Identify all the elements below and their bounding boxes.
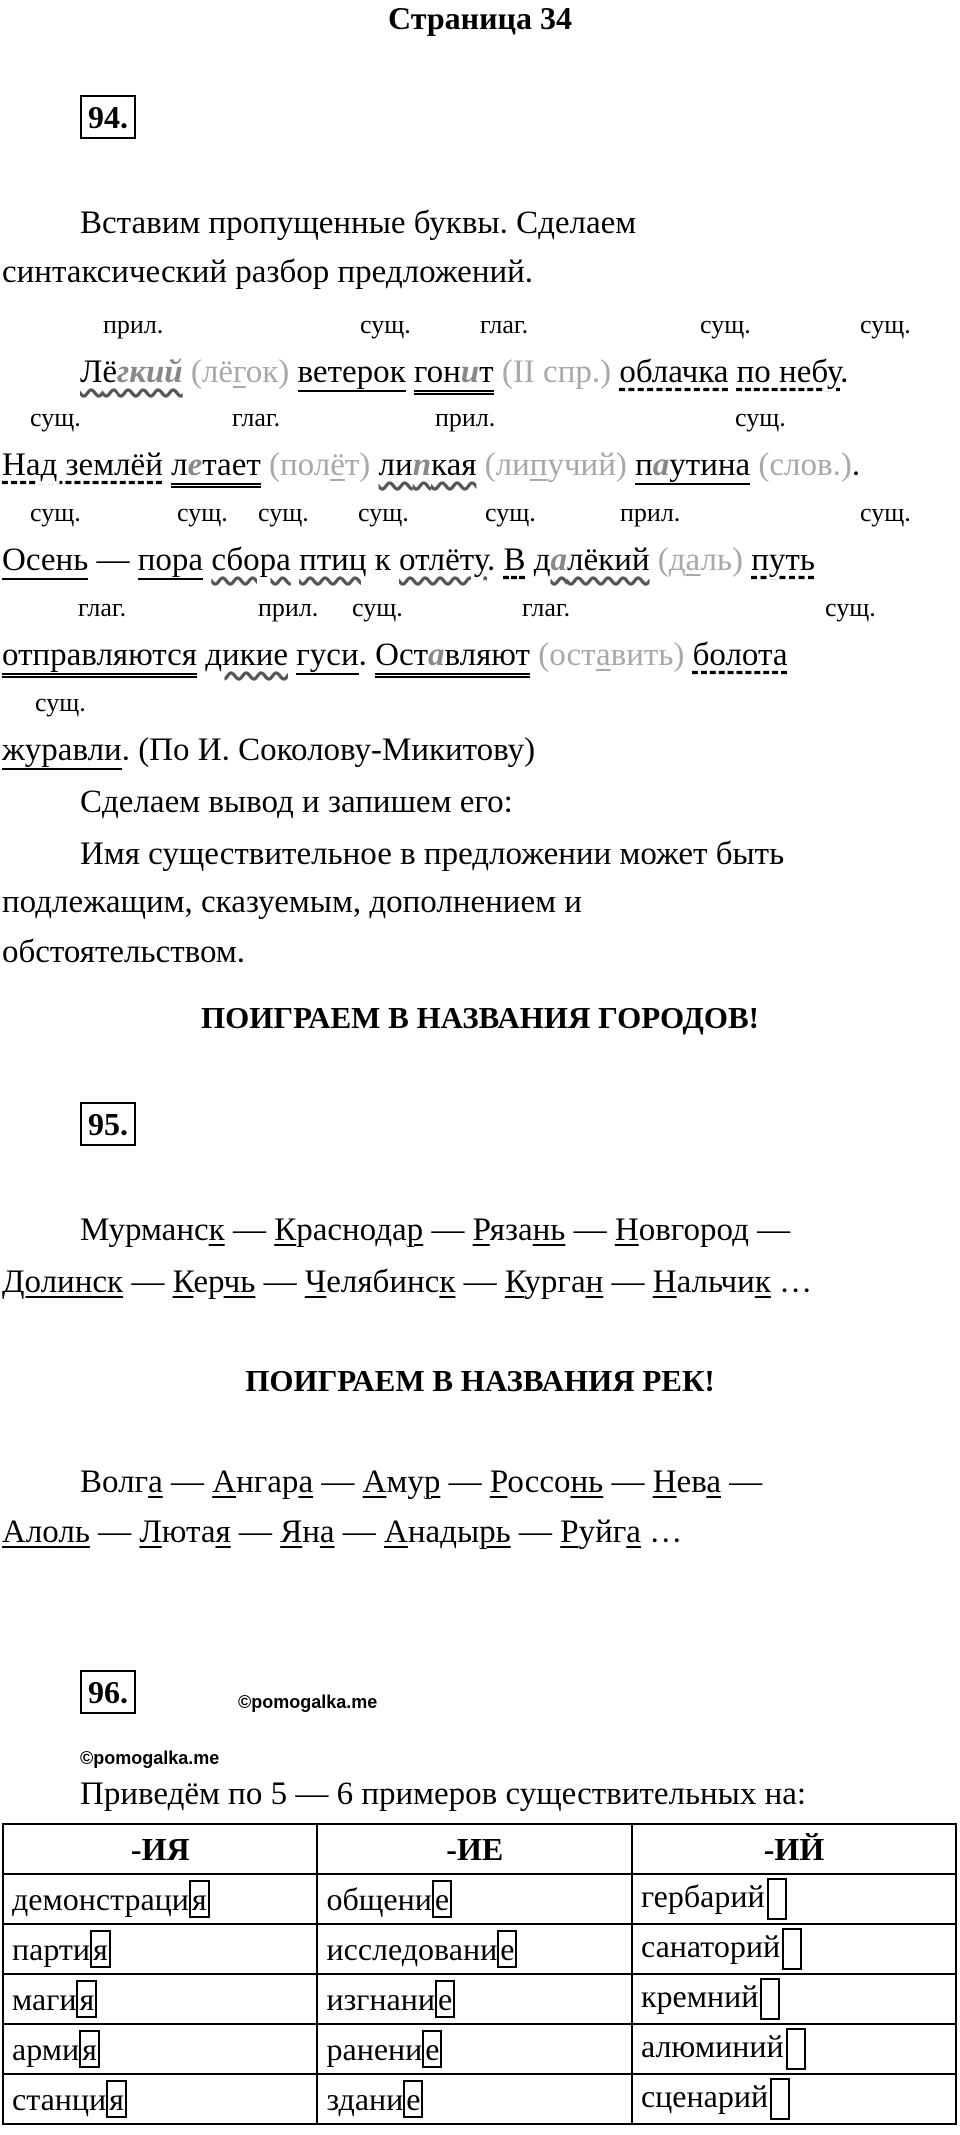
- word-part: д: [732, 1212, 749, 1248]
- word-part: д: [533, 542, 551, 578]
- check-word: [485, 447, 627, 483]
- city: [173, 1264, 256, 1300]
- word-part: рь: [479, 1514, 511, 1550]
- table-cell: [317, 1874, 631, 1924]
- word-part: ок): [245, 354, 290, 390]
- conclusion-line-1: Сделаем вывод и запишем его:: [80, 784, 513, 820]
- table-row: [3, 1874, 956, 1924]
- dash: —: [96, 542, 130, 578]
- ellipsis: …: [779, 1264, 813, 1300]
- word-part: ль): [700, 542, 743, 578]
- table-cell: [317, 1924, 631, 1974]
- word-part: ли: [378, 447, 413, 483]
- word-part: вить): [610, 637, 685, 673]
- word-part: п: [529, 447, 548, 483]
- pos-label: сущ.: [735, 403, 786, 432]
- ending-box: я: [90, 1930, 111, 1968]
- word-stem: гербарий: [640, 1877, 765, 1914]
- predicate-pora: пора: [137, 542, 204, 578]
- subject-pautina: [635, 447, 750, 485]
- word-part: н: [302, 1514, 320, 1550]
- river: [212, 1464, 313, 1500]
- attribute-dikie: дикие: [205, 637, 289, 673]
- preposition: к: [374, 542, 391, 578]
- dash: —: [238, 1514, 272, 1550]
- word-stem: исследовани: [326, 1931, 498, 1967]
- pos-label: глаг.: [522, 593, 571, 622]
- attribute-ptits: птиц: [299, 542, 367, 578]
- word-stem: алюминий: [640, 2027, 784, 2064]
- table-cell: [632, 2024, 956, 2074]
- word-part: Мурманс: [80, 1212, 209, 1248]
- word-legkiy: [80, 354, 183, 390]
- punct: .: [851, 447, 861, 483]
- object-oblachka: облачка: [619, 354, 729, 390]
- word-stem: ранени: [326, 2031, 423, 2067]
- intro-line-2: синтаксический разбор предложений.: [2, 254, 534, 290]
- word-part: к: [107, 1264, 124, 1300]
- word-part: Н: [652, 1464, 677, 1500]
- column-header: -ИЕ: [317, 1824, 631, 1874]
- table-cell: [3, 1874, 317, 1924]
- word-part: (ост: [538, 637, 596, 673]
- word-part: А: [384, 1514, 408, 1550]
- dash: —: [342, 1514, 376, 1550]
- sentence-line-1: [80, 350, 848, 394]
- word-part: и: [460, 354, 480, 390]
- word-part: урга: [524, 1264, 586, 1300]
- exercise-number-text: 94: [88, 99, 120, 135]
- pos-label: глаг.: [78, 593, 127, 622]
- pos-label: сущ.: [700, 310, 751, 339]
- zero-ending-box: [767, 1878, 787, 1920]
- word-part: Р: [472, 1212, 490, 1248]
- dash: —: [463, 1264, 497, 1300]
- word-part: К: [504, 1264, 525, 1300]
- table-header-row: [3, 1824, 956, 1874]
- word-part: тает: [202, 447, 261, 483]
- dash: —: [263, 1264, 297, 1300]
- river: [280, 1514, 334, 1550]
- ending-box: е: [497, 1930, 517, 1968]
- pos-label: сущ.: [177, 498, 228, 527]
- word-part: е: [187, 447, 203, 483]
- word-stem: станци: [12, 2081, 107, 2117]
- ending-box: я: [189, 1880, 210, 1918]
- table-row: [3, 1974, 956, 2024]
- word-part: нгар: [236, 1464, 299, 1500]
- pos-label: сущ.: [35, 688, 86, 717]
- word-part: учий): [547, 447, 627, 483]
- word-part: Л: [139, 1514, 162, 1550]
- zero-ending-box: [770, 2078, 790, 2120]
- word-part: гкий: [117, 354, 183, 390]
- attribute-sbora: сбора: [211, 542, 291, 578]
- word-part: п: [635, 447, 653, 483]
- city: [80, 1212, 225, 1248]
- river: [490, 1464, 603, 1500]
- subject-gusi: гуси: [296, 637, 359, 673]
- word-part: Р: [560, 1514, 579, 1550]
- check-word: [538, 637, 684, 673]
- city: [274, 1212, 423, 1248]
- predicate-letaet: [171, 447, 261, 488]
- word-part: чь: [223, 1264, 256, 1300]
- word-part: оссо: [507, 1464, 571, 1500]
- word-part: вляют: [444, 637, 530, 673]
- word-part: р: [406, 1212, 424, 1248]
- exercise-number-96: 96.: [80, 1670, 136, 1714]
- word-part: а: [626, 1514, 641, 1550]
- check-word: [658, 542, 743, 578]
- table-cell: [3, 2024, 317, 2074]
- word-part: л: [171, 447, 188, 483]
- word-stem: парти: [12, 1931, 91, 1967]
- ending-box: е: [403, 2080, 423, 2118]
- word-part: ё: [330, 447, 345, 483]
- word-stem: арми: [12, 2031, 80, 2067]
- pos-label: сущ.: [258, 498, 309, 527]
- word-part: лёкий: [567, 542, 650, 578]
- city: [305, 1264, 456, 1300]
- river: [363, 1464, 441, 1500]
- pos-label: сущ.: [352, 593, 403, 622]
- word-stem: кремний: [640, 1977, 759, 2014]
- word-part: А: [212, 1464, 237, 1500]
- table-cell: [3, 1924, 317, 1974]
- subject-osen: Осень: [2, 542, 89, 578]
- word-part: р: [423, 1464, 441, 1500]
- city: [473, 1212, 566, 1248]
- exercise-number-95: 95.: [80, 1102, 136, 1146]
- dash: —: [321, 1464, 355, 1500]
- river: [384, 1514, 511, 1550]
- word-stem: изгнани: [326, 1981, 435, 2017]
- word-stem: сценарий: [640, 2077, 769, 2114]
- dash: —: [171, 1464, 204, 1500]
- pos-label: сущ.: [860, 310, 911, 339]
- watermark: ©pomogalka.me: [238, 1692, 378, 1712]
- word-part: Я: [280, 1514, 303, 1550]
- pos-label: сущ.: [360, 310, 411, 339]
- rivers-line-1: [80, 1460, 762, 1504]
- heading-rivers: ПОИГРАЕМ В НАЗВАНИЯ РЕК!: [245, 1363, 715, 1398]
- dash: —: [518, 1514, 552, 1550]
- river: [139, 1514, 230, 1550]
- word-part: ё: [102, 354, 118, 390]
- word-part: к: [208, 1212, 225, 1248]
- pos-label: прил.: [620, 498, 681, 527]
- predicate-ostavlyayut: [375, 637, 530, 678]
- word-part: ль: [58, 1514, 90, 1550]
- word-part: а: [685, 542, 701, 578]
- city: [615, 1212, 749, 1248]
- dash: —: [232, 1212, 266, 1248]
- dash: —: [131, 1264, 165, 1300]
- word-part: а: [706, 1464, 721, 1500]
- cities-line-1: [80, 1208, 790, 1252]
- check-note: (II спр.): [501, 354, 612, 390]
- word-stem: общени: [326, 1881, 432, 1917]
- word-part: гон: [413, 354, 461, 390]
- check-word: [191, 354, 289, 390]
- word-part: К: [172, 1264, 194, 1300]
- word-part: Долинс: [2, 1264, 108, 1300]
- ending-box: е: [422, 2030, 442, 2068]
- word-stem: здани: [326, 2081, 404, 2117]
- conclusion-line-2: Имя существительное в предложении может быть: [80, 836, 785, 872]
- table-cell: [632, 1874, 956, 1924]
- word-part: а: [298, 1464, 314, 1500]
- table-cell: [632, 1924, 956, 1974]
- word-part: Ч: [304, 1264, 327, 1300]
- watermark: ©pomogalka.me: [80, 1748, 220, 1768]
- conclusion-line-3: подлежащим, сказуемым, дополнением и: [2, 884, 582, 920]
- adverbial-po-nebu: по небу: [736, 354, 841, 390]
- word-part: к: [754, 1264, 771, 1300]
- word-part: А: [362, 1464, 387, 1500]
- word-part: раснода: [296, 1212, 407, 1248]
- exercise-number-text: 95: [88, 1106, 120, 1142]
- word-part: елябинс: [326, 1264, 440, 1300]
- dash: —: [573, 1212, 607, 1248]
- pos-label: сущ.: [825, 593, 876, 622]
- word-part: а: [148, 1464, 163, 1500]
- adverbial-nad-zemley: Над землёй: [2, 447, 163, 483]
- sentence-line-2: [2, 443, 860, 487]
- pos-label: прил.: [435, 403, 496, 432]
- table-cell: [632, 1974, 956, 2024]
- exercise-number-text: 96: [88, 1674, 120, 1710]
- word-part: н: [585, 1264, 604, 1300]
- table-cell: [3, 1974, 317, 2024]
- word-part: (д: [657, 542, 686, 578]
- pos-label: глаг.: [480, 310, 529, 339]
- table-row: [3, 2024, 956, 2074]
- city: [505, 1264, 603, 1300]
- adverbial-v: В: [503, 542, 526, 578]
- word-part: нь: [570, 1464, 604, 1500]
- word-part: ев: [676, 1464, 707, 1500]
- river: [80, 1464, 163, 1500]
- word-part: а: [652, 447, 670, 483]
- pos-label: глаг.: [232, 403, 281, 432]
- source-attribution: . (По И. Соколову-Микитову): [121, 732, 536, 768]
- heading-cities: ПОИГРАЕМ В НАЗВАНИЯ ГОРОДОВ!: [201, 1000, 759, 1035]
- rivers-line-2: [2, 1510, 682, 1554]
- word-part: а: [596, 637, 611, 673]
- dash: —: [98, 1514, 132, 1550]
- punct: .: [840, 354, 849, 390]
- word-stem: маги: [12, 1981, 77, 2017]
- table-cell: [3, 2074, 317, 2124]
- word-part: Л: [80, 354, 103, 390]
- table-row: [3, 1924, 956, 1974]
- river: [2, 1514, 90, 1550]
- dash: —: [431, 1212, 465, 1248]
- sentence-line-3: [2, 538, 815, 582]
- pos-label: сущ.: [30, 498, 81, 527]
- conclusion-line-4: обстоятельством.: [2, 934, 245, 970]
- pos-label: сущ.: [485, 498, 536, 527]
- word-part: а: [428, 637, 445, 673]
- subject-veterok: ветерок: [297, 354, 406, 390]
- word-part: Волг: [80, 1464, 149, 1500]
- word-part: кая: [431, 447, 477, 483]
- table-cell: [317, 2024, 631, 2074]
- word-part: утина: [669, 447, 751, 483]
- dash: —: [448, 1464, 482, 1500]
- word-part: ер: [193, 1264, 224, 1300]
- examples-table: [2, 1823, 957, 2125]
- punct: .: [486, 542, 496, 578]
- zero-ending-box: [782, 1928, 802, 1970]
- ex96-intro: Приведём по 5 — 6 примеров существительных на:: [80, 1776, 807, 1812]
- table-row: [3, 2074, 956, 2124]
- word-part: Р: [489, 1464, 508, 1500]
- word-part: а: [319, 1514, 335, 1550]
- page-title: Страница 34: [388, 0, 572, 36]
- word-part: нь: [532, 1212, 566, 1248]
- zero-ending-box: [786, 2028, 806, 2070]
- word-stem: демонстраци: [12, 1881, 189, 1917]
- check-note: (слов.): [758, 447, 852, 483]
- city: [653, 1264, 771, 1300]
- word-part: юта: [161, 1514, 216, 1550]
- exercise-number-94: 94.: [80, 95, 136, 139]
- word-part: уйг: [578, 1514, 627, 1550]
- predicate-otpravlyayutsya: отправляются: [2, 637, 197, 678]
- word-part: альчи: [676, 1264, 755, 1300]
- object-bolota: болота: [692, 637, 788, 673]
- ending-box: я: [79, 2030, 100, 2068]
- word-part: овгоро: [638, 1212, 733, 1248]
- dash: —: [757, 1212, 791, 1248]
- attribute-dalekiy: [534, 542, 650, 578]
- word-part: яза: [489, 1212, 533, 1248]
- word-part: г: [233, 354, 246, 390]
- pos-label: сущ.: [860, 498, 911, 527]
- intro-line-1: Вставим пропущенные буквы. Сделаем: [80, 205, 637, 241]
- pos-label: сущ.: [30, 403, 81, 432]
- ellipsis: …: [649, 1514, 683, 1550]
- river: [560, 1514, 641, 1550]
- column-header: -ИЯ: [3, 1824, 317, 1874]
- table-cell: [632, 2074, 956, 2124]
- check-word: [269, 447, 370, 483]
- word-part: му: [386, 1464, 424, 1500]
- subject-zhuravli: журавли: [2, 732, 122, 768]
- word-part: к: [439, 1264, 456, 1300]
- dash: —: [611, 1464, 645, 1500]
- word-part: Ост: [375, 637, 429, 673]
- word-part: (ли: [484, 447, 530, 483]
- word-part: (лё: [190, 354, 234, 390]
- ending-box: е: [435, 1980, 455, 2018]
- word-part: нады: [407, 1514, 480, 1550]
- zero-ending-box: [760, 1978, 780, 2020]
- word-stem: санаторий: [640, 1927, 781, 1964]
- word-part: я: [215, 1514, 231, 1550]
- ending-box: я: [76, 1980, 97, 2018]
- predicate-gonit: [414, 354, 494, 395]
- attribute-otletu: отлёту: [399, 542, 487, 578]
- ending-box: я: [106, 2080, 127, 2118]
- ending-box: е: [432, 1880, 452, 1918]
- sentence-line-4: [2, 633, 787, 677]
- pos-label: прил.: [258, 593, 319, 622]
- table-cell: [317, 1974, 631, 2024]
- word-part: Ало: [2, 1514, 59, 1550]
- dash: —: [729, 1464, 763, 1500]
- punct: .: [358, 637, 367, 673]
- river: [653, 1464, 721, 1500]
- table-cell: [317, 2074, 631, 2124]
- word-part: (пол: [269, 447, 331, 483]
- sentence-line-5: [2, 728, 535, 772]
- word-part: п: [412, 447, 432, 483]
- pos-label: прил.: [103, 310, 164, 339]
- adverbial-put: путь: [751, 542, 815, 578]
- column-header: -ИЙ: [632, 1824, 956, 1874]
- word-part: т): [344, 447, 371, 483]
- dash: —: [611, 1264, 645, 1300]
- word-part: т: [479, 354, 494, 390]
- word-part: Н: [652, 1264, 677, 1300]
- word-part: Н: [614, 1212, 639, 1248]
- word-part: а: [550, 542, 568, 578]
- pos-label: сущ.: [358, 498, 409, 527]
- attribute-lipkaya: [379, 447, 477, 483]
- word-part: К: [274, 1212, 297, 1248]
- cities-line-2: [2, 1260, 812, 1304]
- city: [2, 1264, 123, 1300]
